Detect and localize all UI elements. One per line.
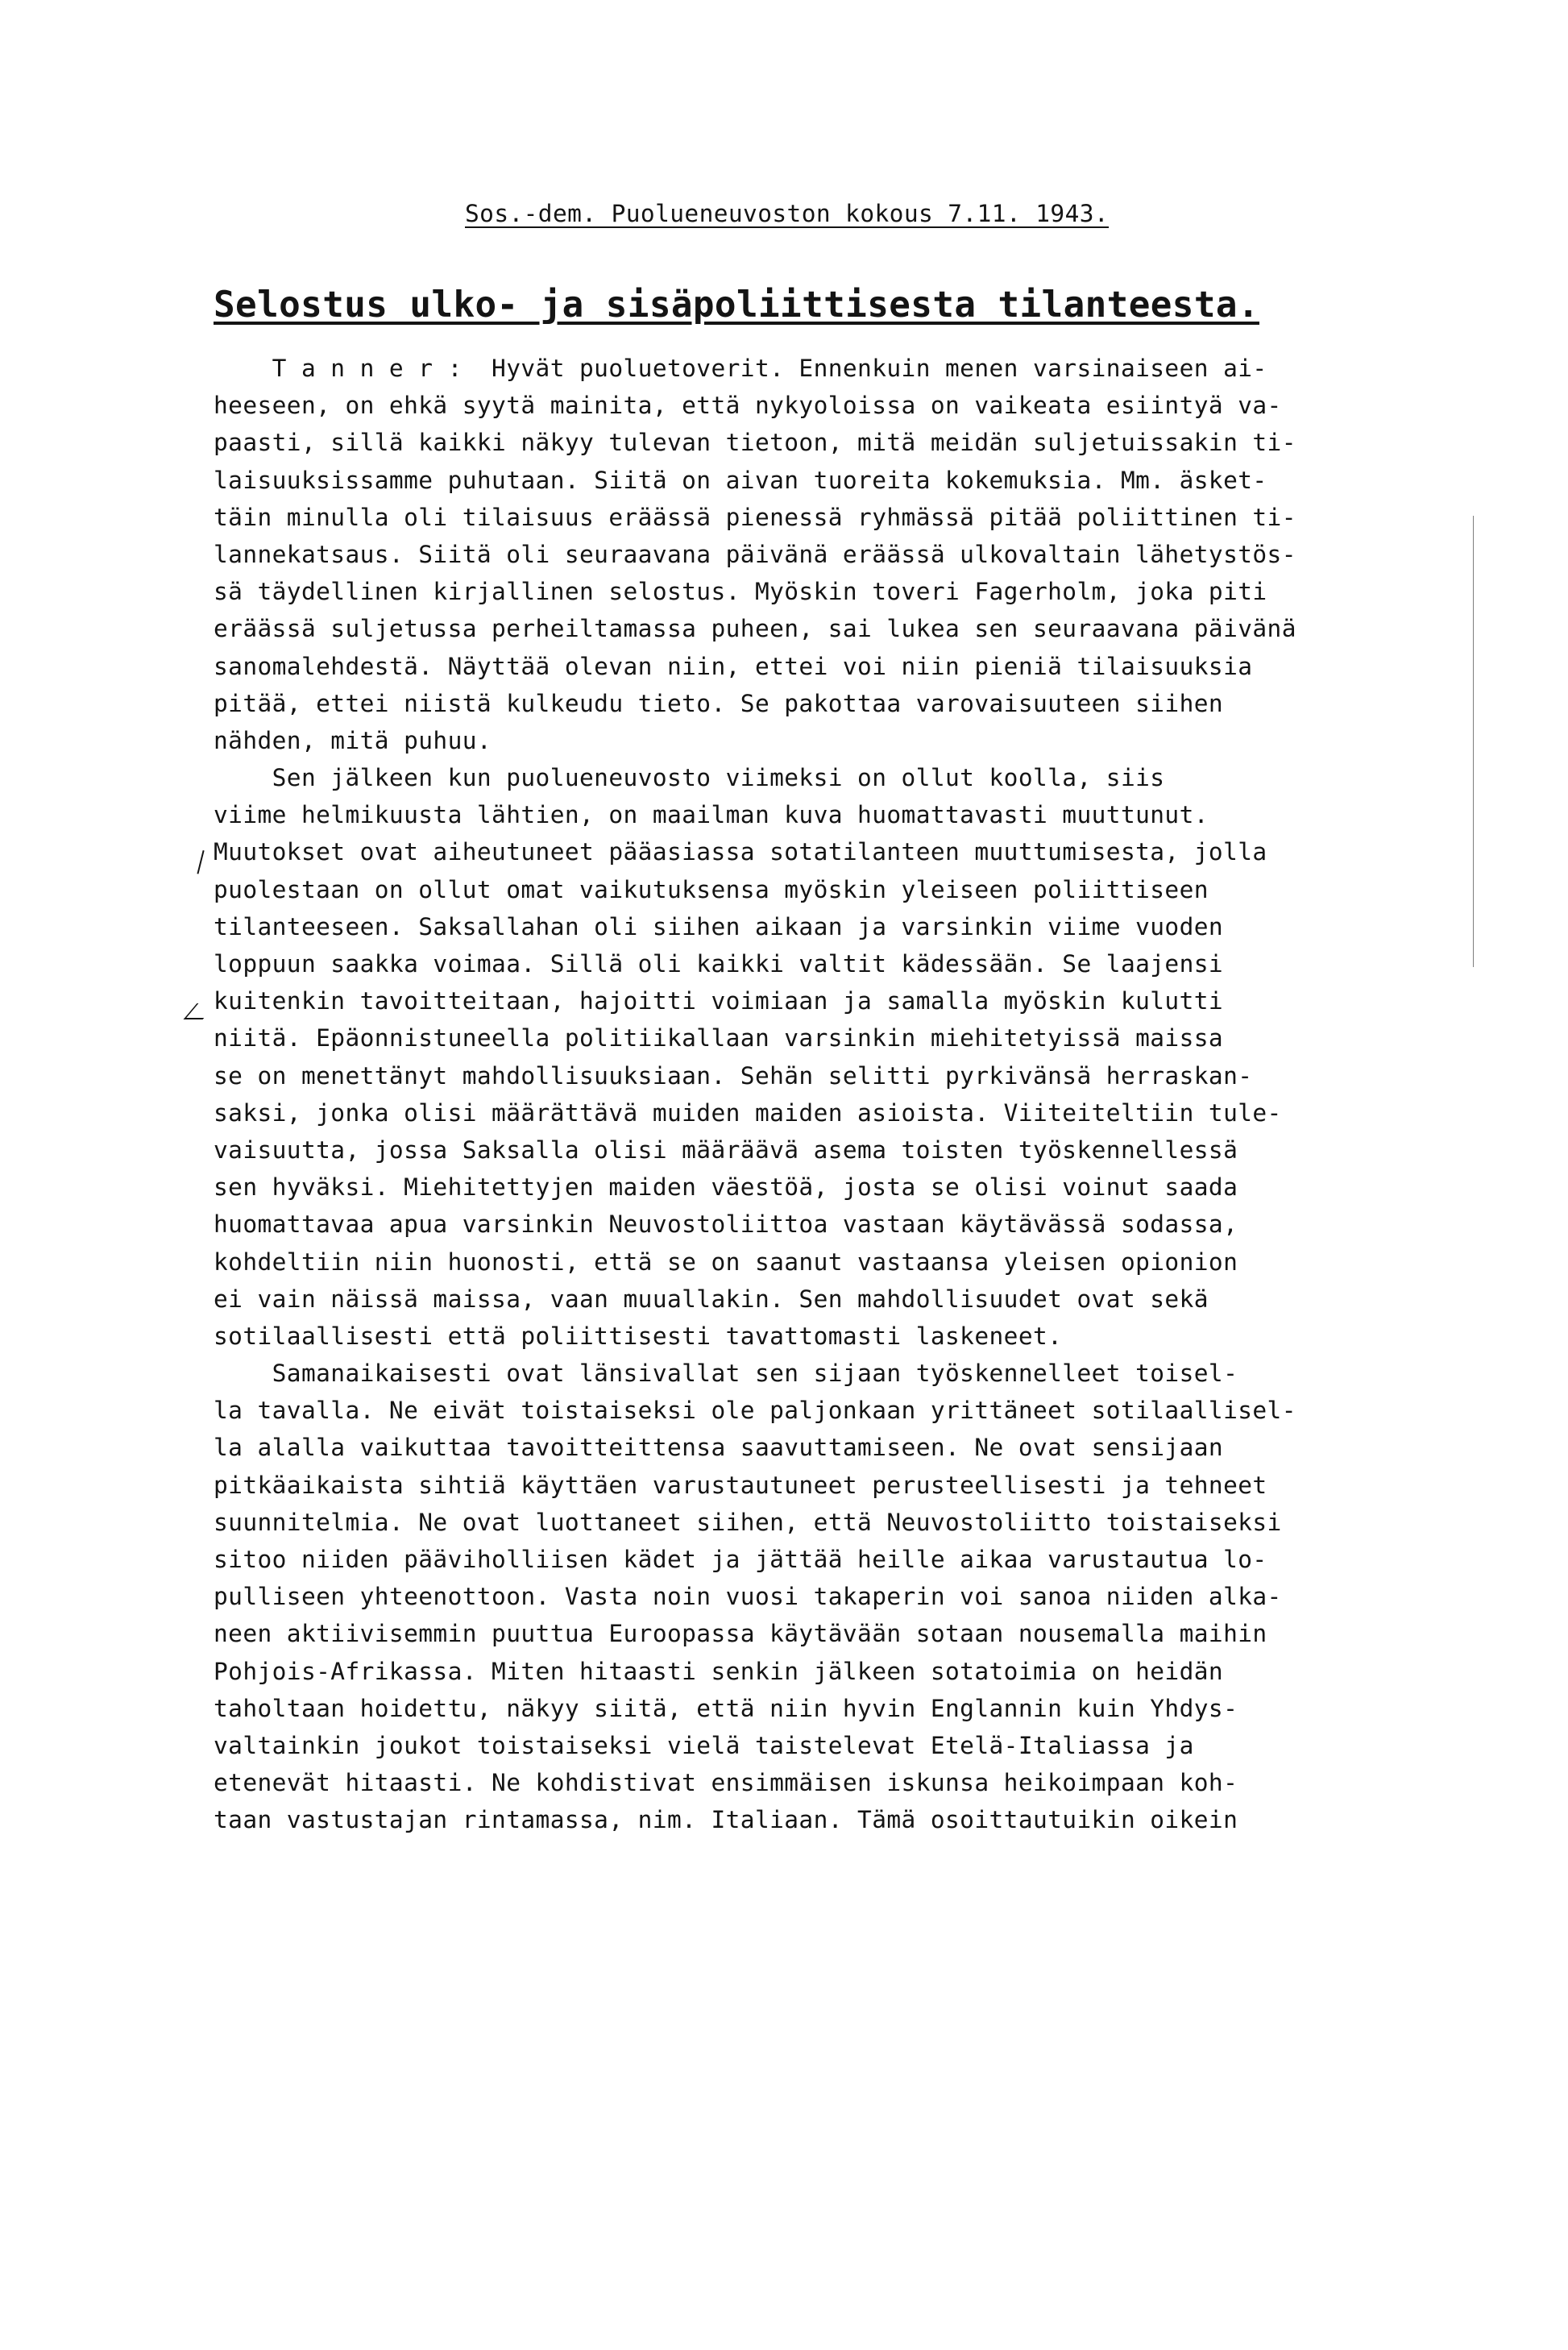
- text-line: pitää, ettei niistä kulkeudu tieto. Se pakottaa varovaisuuteen siihen: [214, 689, 1224, 717]
- document-title: Sos.-dem. Puolueneuvoston kokous 7.11. 1943.: [465, 200, 1110, 227]
- text-line: nähden, mitä puhuu.: [214, 726, 492, 754]
- text-line: saksi, jonka olisi määrättävä muiden maiden asioista. Viiteiteltiin tule-: [214, 1098, 1282, 1127]
- handwritten-bracket-mark: [184, 1003, 217, 1019]
- text-line: tilanteeseen. Saksallahan oli siihen aikaan ja varsinkin viime vuoden: [214, 912, 1224, 940]
- text-line: Pohjois-Afrikassa. Miten hitaasti senkin jälkeen sotatoimia on heidän: [214, 1657, 1224, 1685]
- document-subtitle: Selostus ulko- ja sisäpoliittisesta tilanteesta.: [214, 284, 1259, 326]
- handwritten-slash-mark: [197, 850, 205, 874]
- text-line: la tavalla. Ne eivät toistaiseksi ole paljonkaan yrittäneet sotilaallisel-: [214, 1397, 1296, 1425]
- text-line: vaisuutta, jossa Saksalla olisi määräävä asema toisten työskennellessä: [214, 1136, 1238, 1164]
- text-line: ei vain näissä maissa, vaan muuallakin. Sen mahdollisuudet ovat sekä: [214, 1285, 1209, 1313]
- text-line: viime helmikuusta lähtien, on maailman kuva huomattavasti muuttunut.: [214, 801, 1209, 829]
- text-line: valtainkin joukot toistaiseksi vielä taistelevat Etelä-Italiassa ja: [214, 1731, 1194, 1759]
- text-line: sanomalehdestä. Näyttää olevan niin, ettei voi niin pieniä tilaisuuksia: [214, 652, 1253, 680]
- text-line: Sen jälkeen kun puolueneuvosto viimeksi on ollut koolla, siis: [214, 764, 1165, 792]
- text-line: taan vastustajan rintamassa, nim. Italiaan. Tämä osoittautuikin oikein: [214, 1806, 1238, 1834]
- text-line: sitoo niiden pääviholliisen kädet ja jättää heille aikaa varustautua lo-: [214, 1546, 1267, 1573]
- text-line: sä täydellinen kirjallinen selostus. Myöskin toveri Fagerholm, joka piti: [214, 578, 1267, 606]
- text-line: sotilaallisesti että poliittisesti tavattomasti laskeneet.: [214, 1322, 1063, 1350]
- margin-line-mark: [1473, 516, 1475, 967]
- text-line: etenevät hitaasti. Ne kohdistivat ensimmäisen iskunsa heikoimpaan koh-: [214, 1769, 1238, 1797]
- text-line: suunnitelmia. Ne ovat luottaneet siihen, että Neuvostoliitto toistaiseksi: [214, 1508, 1282, 1536]
- text-line: lannekatsaus. Siitä oli seuraavana päivänä eräässä ulkovaltain lähetystös-: [214, 540, 1296, 568]
- text-line: taholtaan hoidettu, näkyy siitä, että niin hyvin Englannin kuin Yhdys-: [214, 1694, 1238, 1722]
- text-line: neen aktiivisemmin puuttua Euroopassa käytävään sotaan nousemalla maihin: [214, 1620, 1267, 1648]
- text-line: pulliseen yhteenottoon. Vasta noin vuosi takaperin voi sanoa niiden alka-: [214, 1583, 1282, 1611]
- text-line: eräässä suljetussa perheiltamassa puheen, sai lukea sen seuraavana päivänä: [214, 615, 1296, 643]
- text-line: Samanaikaisesti ovat länsivallat sen sijaan työskennelleet toisel-: [214, 1360, 1238, 1388]
- text-line: pitkäaikaista sihtiä käyttäen varustautuneet perusteellisesti ja tehneet: [214, 1471, 1267, 1499]
- text-line: heeseen, on ehkä syytä mainita, että nykyoloissa on vaikeata esiintyä va-: [214, 392, 1282, 420]
- text-line: kohdeltiin niin huonosti, että se on saanut vastaansa yleisen opionion: [214, 1248, 1238, 1276]
- text-line: Muutokset ovat aiheutuneet pääasiassa sotatilanteen muuttumisesta, jolla: [214, 838, 1267, 866]
- text-line: se on menettänyt mahdollisuuksiaan. Sehän selitti pyrkivänsä herraskan-: [214, 1061, 1253, 1090]
- text-line: loppuun saakka voimaa. Sillä oli kaikki valtit kädessään. Se laajensi: [214, 950, 1224, 978]
- text-line: la alalla vaikuttaa tavoitteittensa saavuttamiseen. Ne ovat sensijaan: [214, 1434, 1224, 1462]
- text-line: puolestaan on ollut omat vaikutuksensa myöskin yleiseen poliittiseen: [214, 875, 1209, 903]
- text-line: kuitenkin tavoitteitaan, hajoitti voimiaan ja samalla myöskin kulutti: [214, 987, 1224, 1015]
- text-line: niitä. Epäonnistuneella politiikallaan varsinkin miehitetyissä maissa: [214, 1024, 1224, 1053]
- text-line: sen hyväksi. Miehitettyjen maiden väestöä, josta se olisi voinut saada: [214, 1173, 1238, 1202]
- text-line: paasti, sillä kaikki näkyy tulevan tietoon, mitä meidän suljetuissakin ti-: [214, 429, 1296, 457]
- text-line: huomattavaa apua varsinkin Neuvostoliittoa vastaan käytävässä sodassa,: [214, 1210, 1238, 1239]
- text-line: täin minulla oli tilaisuus eräässä pienessä ryhmässä pitää poliittinen ti-: [214, 503, 1296, 531]
- text-line: laisuuksissamme puhutaan. Siitä on aivan tuoreita kokemuksia. Mm. äsket-: [214, 466, 1267, 494]
- text-line: T a n n e r : Hyvät puoluetoverit. Ennenkuin menen varsinaiseen ai-: [214, 355, 1267, 382]
- document-body: [214, 350, 1471, 1839]
